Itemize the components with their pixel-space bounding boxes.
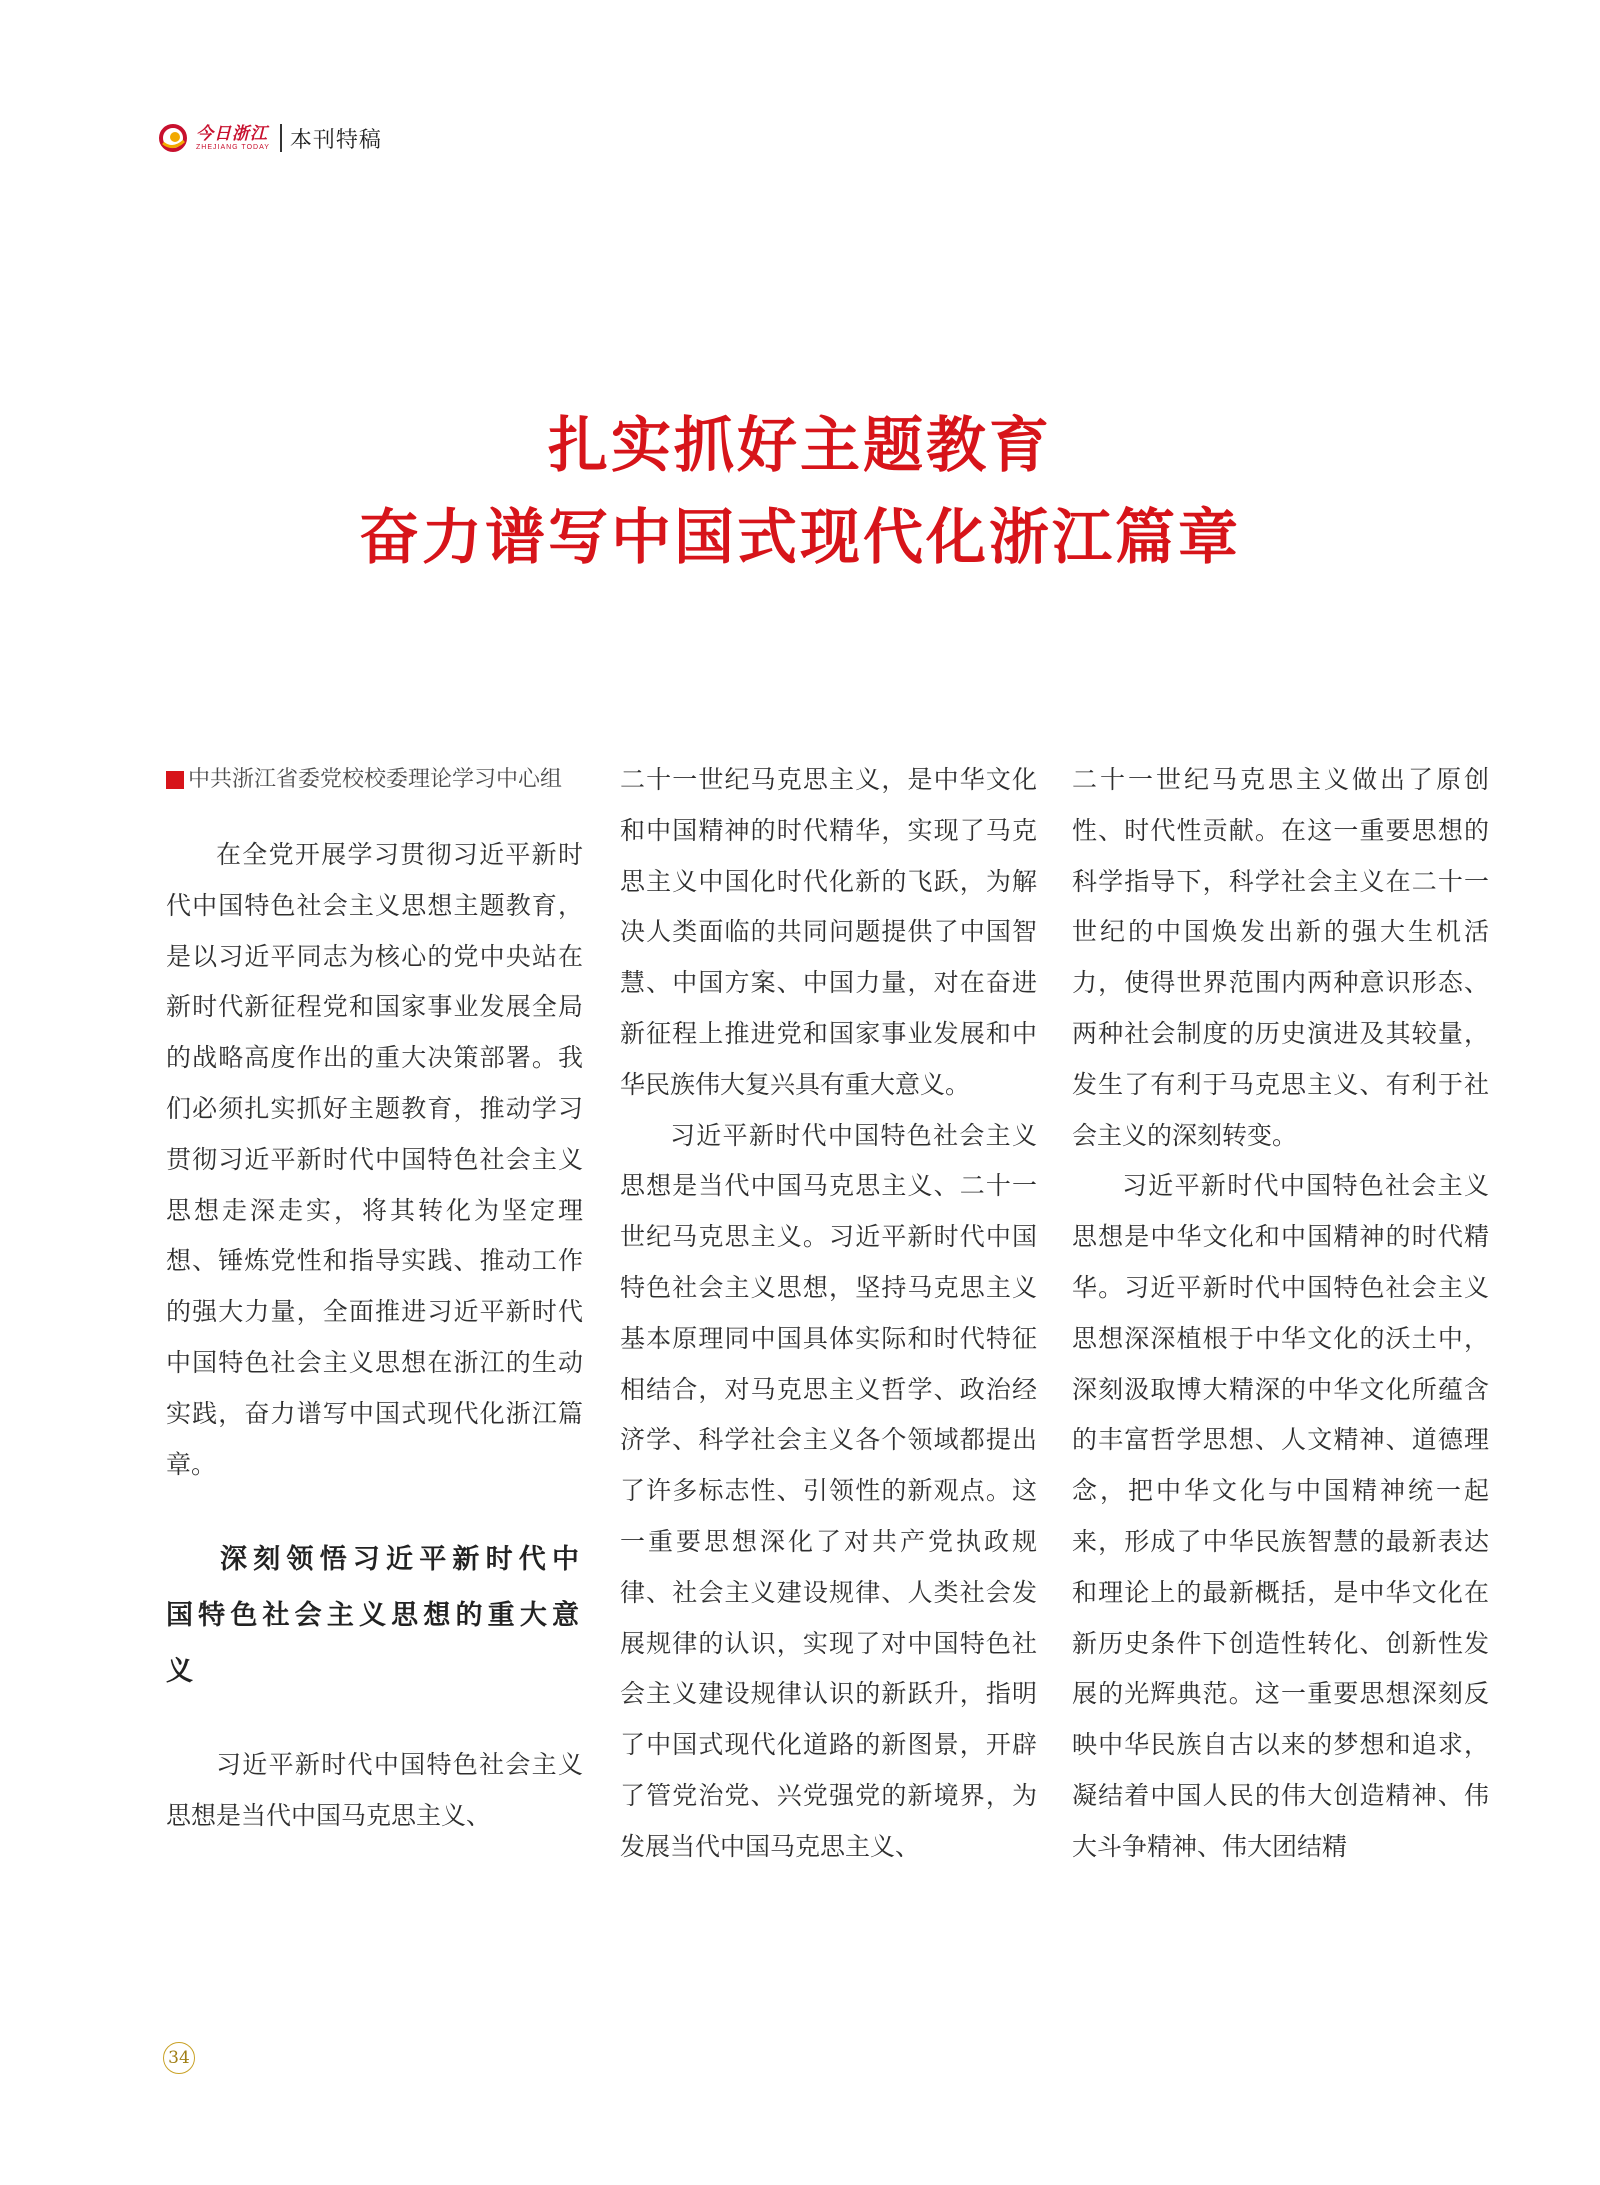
logo-english-name: ZHEJIANG TODAY	[196, 143, 270, 151]
byline-author: 中共浙江省委党校校委理论学习中心组	[188, 767, 563, 792]
body-paragraph: 习近平新时代中国特色社会主义思想是中华文化和中国精神的时代精华。习近平新时代中国特色社会主义思想深深植根于中华文化的沃土中，深刻汲取博大精深的中华文化所蕴含的丰富哲学思想、人文精神、道德理念，把中华文化与中国精神统一起来，形成了中华民族智慧的最新表达和理论上的最新概括，是中华文化在新历史条件下创造性转化、创新性发展的光辉典范。这一重要思想深刻反映中华民族自古以来的梦想和追求，凝结着中国人民的伟大创造精神、伟大斗争精神、伟大团结精	[1072, 1171, 1489, 1861]
article-column-2	[620, 755, 1037, 1873]
magazine-logo	[196, 125, 270, 152]
section-label: 本刊特稿	[289, 127, 382, 153]
title-line-1: 扎实抓好主题教育	[548, 411, 1052, 481]
logo-chinese-name: 今日浙江	[196, 123, 268, 144]
article-title	[0, 400, 1600, 584]
page-number: 34	[163, 2042, 195, 2074]
byline-square-icon	[166, 771, 184, 789]
body-paragraph: 习近平新时代中国特色社会主义思想是当代中国马克思主义、	[166, 1750, 583, 1831]
byline	[166, 755, 583, 805]
page-header	[158, 118, 382, 158]
body-paragraph: 习近平新时代中国特色社会主义思想是当代中国马克思主义、二十一世纪马克思主义。习近平新时代中国特色社会主义思想，坚持马克思主义基本原理同中国具体实际和时代特征相结合，对马克思主义哲学、政治经济学、科学社会主义各个领域都提出了许多标志性、引领性的新观点。这一重要思想深化了对共产党执政规律、社会主义建设规律、人类社会发展规律的认识，实现了对中国特色社会主义建设规律认识的新跃升，指明了中国式现代化道路的新图景，开辟了管党治党、兴党强党的新境界，为发展当代中国马克思主义、	[620, 1120, 1037, 1861]
body-paragraph-continued: 二十一世纪马克思主义做出了原创性、时代性贡献。在这一重要思想的科学指导下，科学社会主义在二十一世纪的中国焕发出新的强大生机活力，使得世界范围内两种意识形态、两种社会制度的历史演进及其较量，发生了有利于马克思主义、有利于社会主义的深刻转变。	[1072, 765, 1489, 1150]
article-column-1	[166, 755, 583, 1842]
article-column-3	[1072, 755, 1489, 1873]
body-paragraph-continued: 二十一世纪马克思主义，是中华文化和中国精神的时代精华，实现了马克思主义中国化时代化新的飞跃，为解决人类面临的共同问题提供了中国智慧、中国方案、中国力量，对在奋进新征程上推进党和国家事业发展和中华民族伟大复兴具有重大意义。	[620, 765, 1037, 1099]
title-line-2: 奋力谱写中国式现代化浙江篇章	[359, 503, 1241, 573]
intro-paragraph: 在全党开展学习贯彻习近平新时代中国特色社会主义思想主题教育，是以习近平同志为核心的党中央站在新时代新征程党和国家事业发展全局的战略高度作出的重大决策部署。我们必须扎实抓好主题教育，推动学习贯彻习近平新时代中国特色社会主义思想走深走实，将其转化为坚定理想、锤炼党性和指导实践、推动工作的强大力量，全面推进习近平新时代中国特色社会主义思想在浙江的生动实践，奋力谱写中国式现代化浙江篇章。	[166, 840, 583, 1479]
section-heading: 深刻领悟习近平新时代中国特色社会主义思想的重大意义	[166, 1544, 583, 1688]
magazine-logo-icon	[158, 123, 188, 153]
header-divider	[280, 124, 282, 152]
